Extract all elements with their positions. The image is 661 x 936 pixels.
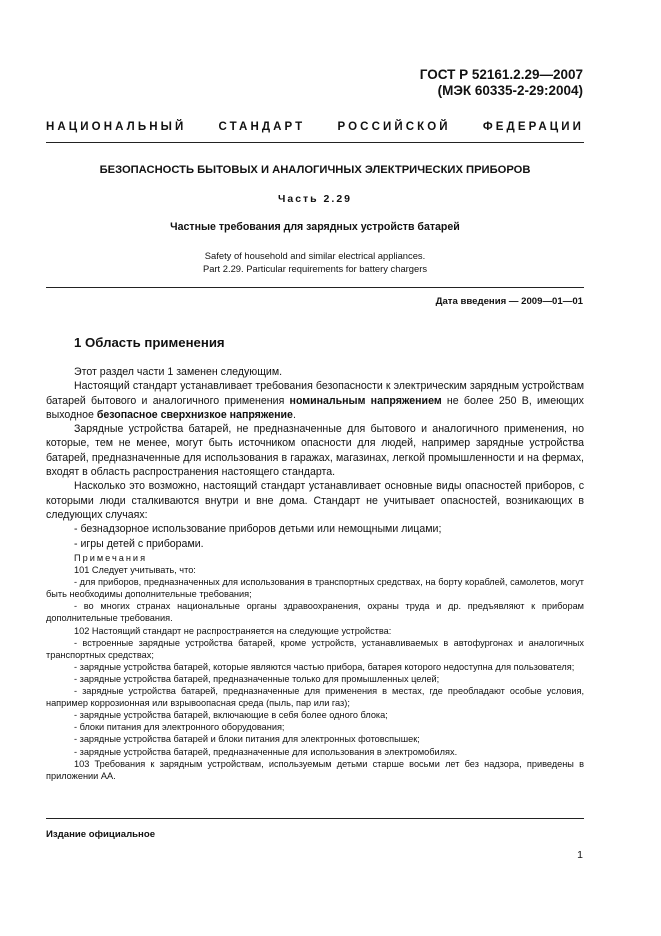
term-safety-extra-low-voltage: безопасное сверхнизкое напряжение [96,408,293,421]
paragraph-2-text-e: . [292,408,296,421]
notes-title: Примечания [74,553,148,563]
iec-code: (МЭК 60335-2-29:2004) [437,83,583,98]
part-number: Часть 2.29 [277,193,352,205]
page-number: 1 [577,849,583,861]
national-standard-title: НАЦИОНАЛЬНЫЙ СТАНДАРТ РОССИЙСКОЙ ФЕДЕРАЦИИ [46,121,584,133]
note-item: - зарядные устройства батарей, включающие в себя более одного блока; [74,710,388,721]
introduction-date: Дата введения — 2009—01—01 [435,296,583,307]
note-item: - зарядные устройства батарей, предназначенные только для промышленных целей; [74,673,440,684]
paragraph-3: Зарядные устройства батарей, не предназначенные для бытового и аналогичного применения, но которые, тем не менее, могут быть источником опасности для людей, например зарядные устройства батарей, предназначенные для использования в гаражах, магазинах, легкой промышленности и на фермах, входят в область распространения настоящего стандарта. [46,423,584,479]
paragraph-2 [46,379,584,422]
section-body [46,365,584,551]
list-item: - безнадзорное использование приборов детьми или немощными лицами; [74,523,442,536]
paragraph-2-text-c: не более 250 В, имеющих выходное [46,394,584,421]
gost-code: ГОСТ Р 52161.2.29—2007 [419,67,583,82]
note-item: - зарядные устройства батарей, предназначенные для использования в электромобилях. [74,746,458,757]
official-edition-label: Издание официальное [46,829,156,840]
note-item: - блоки питания для электронного оборудования; [74,722,285,733]
english-title-line-2: Part 2.29. Particular requirements for battery chargers [202,263,428,274]
note-item: - зарядные устройства батарей и блоки питания для электронных фотовспышек; [74,734,420,745]
document-title: БЕЗОПАСНОСТЬ БЫТОВЫХ И АНАЛОГИЧНЫХ ЭЛЕКТРИЧЕСКИХ ПРИБОРОВ [99,164,531,176]
note-item: 101 Следует учитывать, что: [74,565,196,576]
paragraph-2-text-a: Настоящий стандарт устанавливает требования безопасности к электрическим зарядным устройствам батарей бытового и аналогичного применения [46,380,584,407]
note-item: - во многих странах национальные органы здравоохранения, охраны труда и др. предъявляют к приборам дополнительные требования. [46,601,584,624]
note-item: - зарядные устройства батарей, предназначенные для применения в местах, где преобладают особые условия, например коррозионная или взрывоопасная среда (пыль, пар или газ); [46,686,584,709]
term-rated-voltage: номинальным напряжением [289,394,442,407]
english-title [46,249,584,275]
paragraph-4: Насколько это возможно, настоящий стандарт устанавливает основные виды опасностей приборов, с которыми люди сталкиваются внутри и вне дома. Стандарт не учитывает опасностей, возникающих в следующих случаях: [46,480,584,521]
note-item: - для приборов, предназначенных для использования в транспортных средствах, на борту кораблей, самолетов, могут быть необходимы дополнительные требования; [46,577,584,600]
notes-block [46,552,584,782]
note-item: 102 Настоящий стандарт не распространяется на следующие устройства: [74,625,392,636]
section-heading: 1 Область применения [74,335,225,350]
paragraph-1: Этот раздел части 1 заменен следующим. [74,366,283,378]
document-subtitle: Частные требования для зарядных устройств батарей [170,221,460,233]
english-title-divider [46,287,584,288]
title-divider [46,142,584,143]
footer-divider [46,818,584,819]
note-item: - зарядные устройства батарей, которые являются частью прибора, батарея которого недоступна для пользователя; [74,661,575,672]
list-item: - игры детей с приборами. [74,537,204,550]
standard-code [420,67,583,99]
note-item: - встроенные зарядные устройства батарей, кроме устройств, устанавливаемых в автофургонах и аналогичных транспортных средствах; [46,637,584,660]
english-title-line-1: Safety of household and similar electrical appliances. [204,250,426,261]
note-item: 103 Требования к зарядным устройствам, используемым детьми старше восьми лет без надзора, приведены в приложении АА. [46,758,584,781]
